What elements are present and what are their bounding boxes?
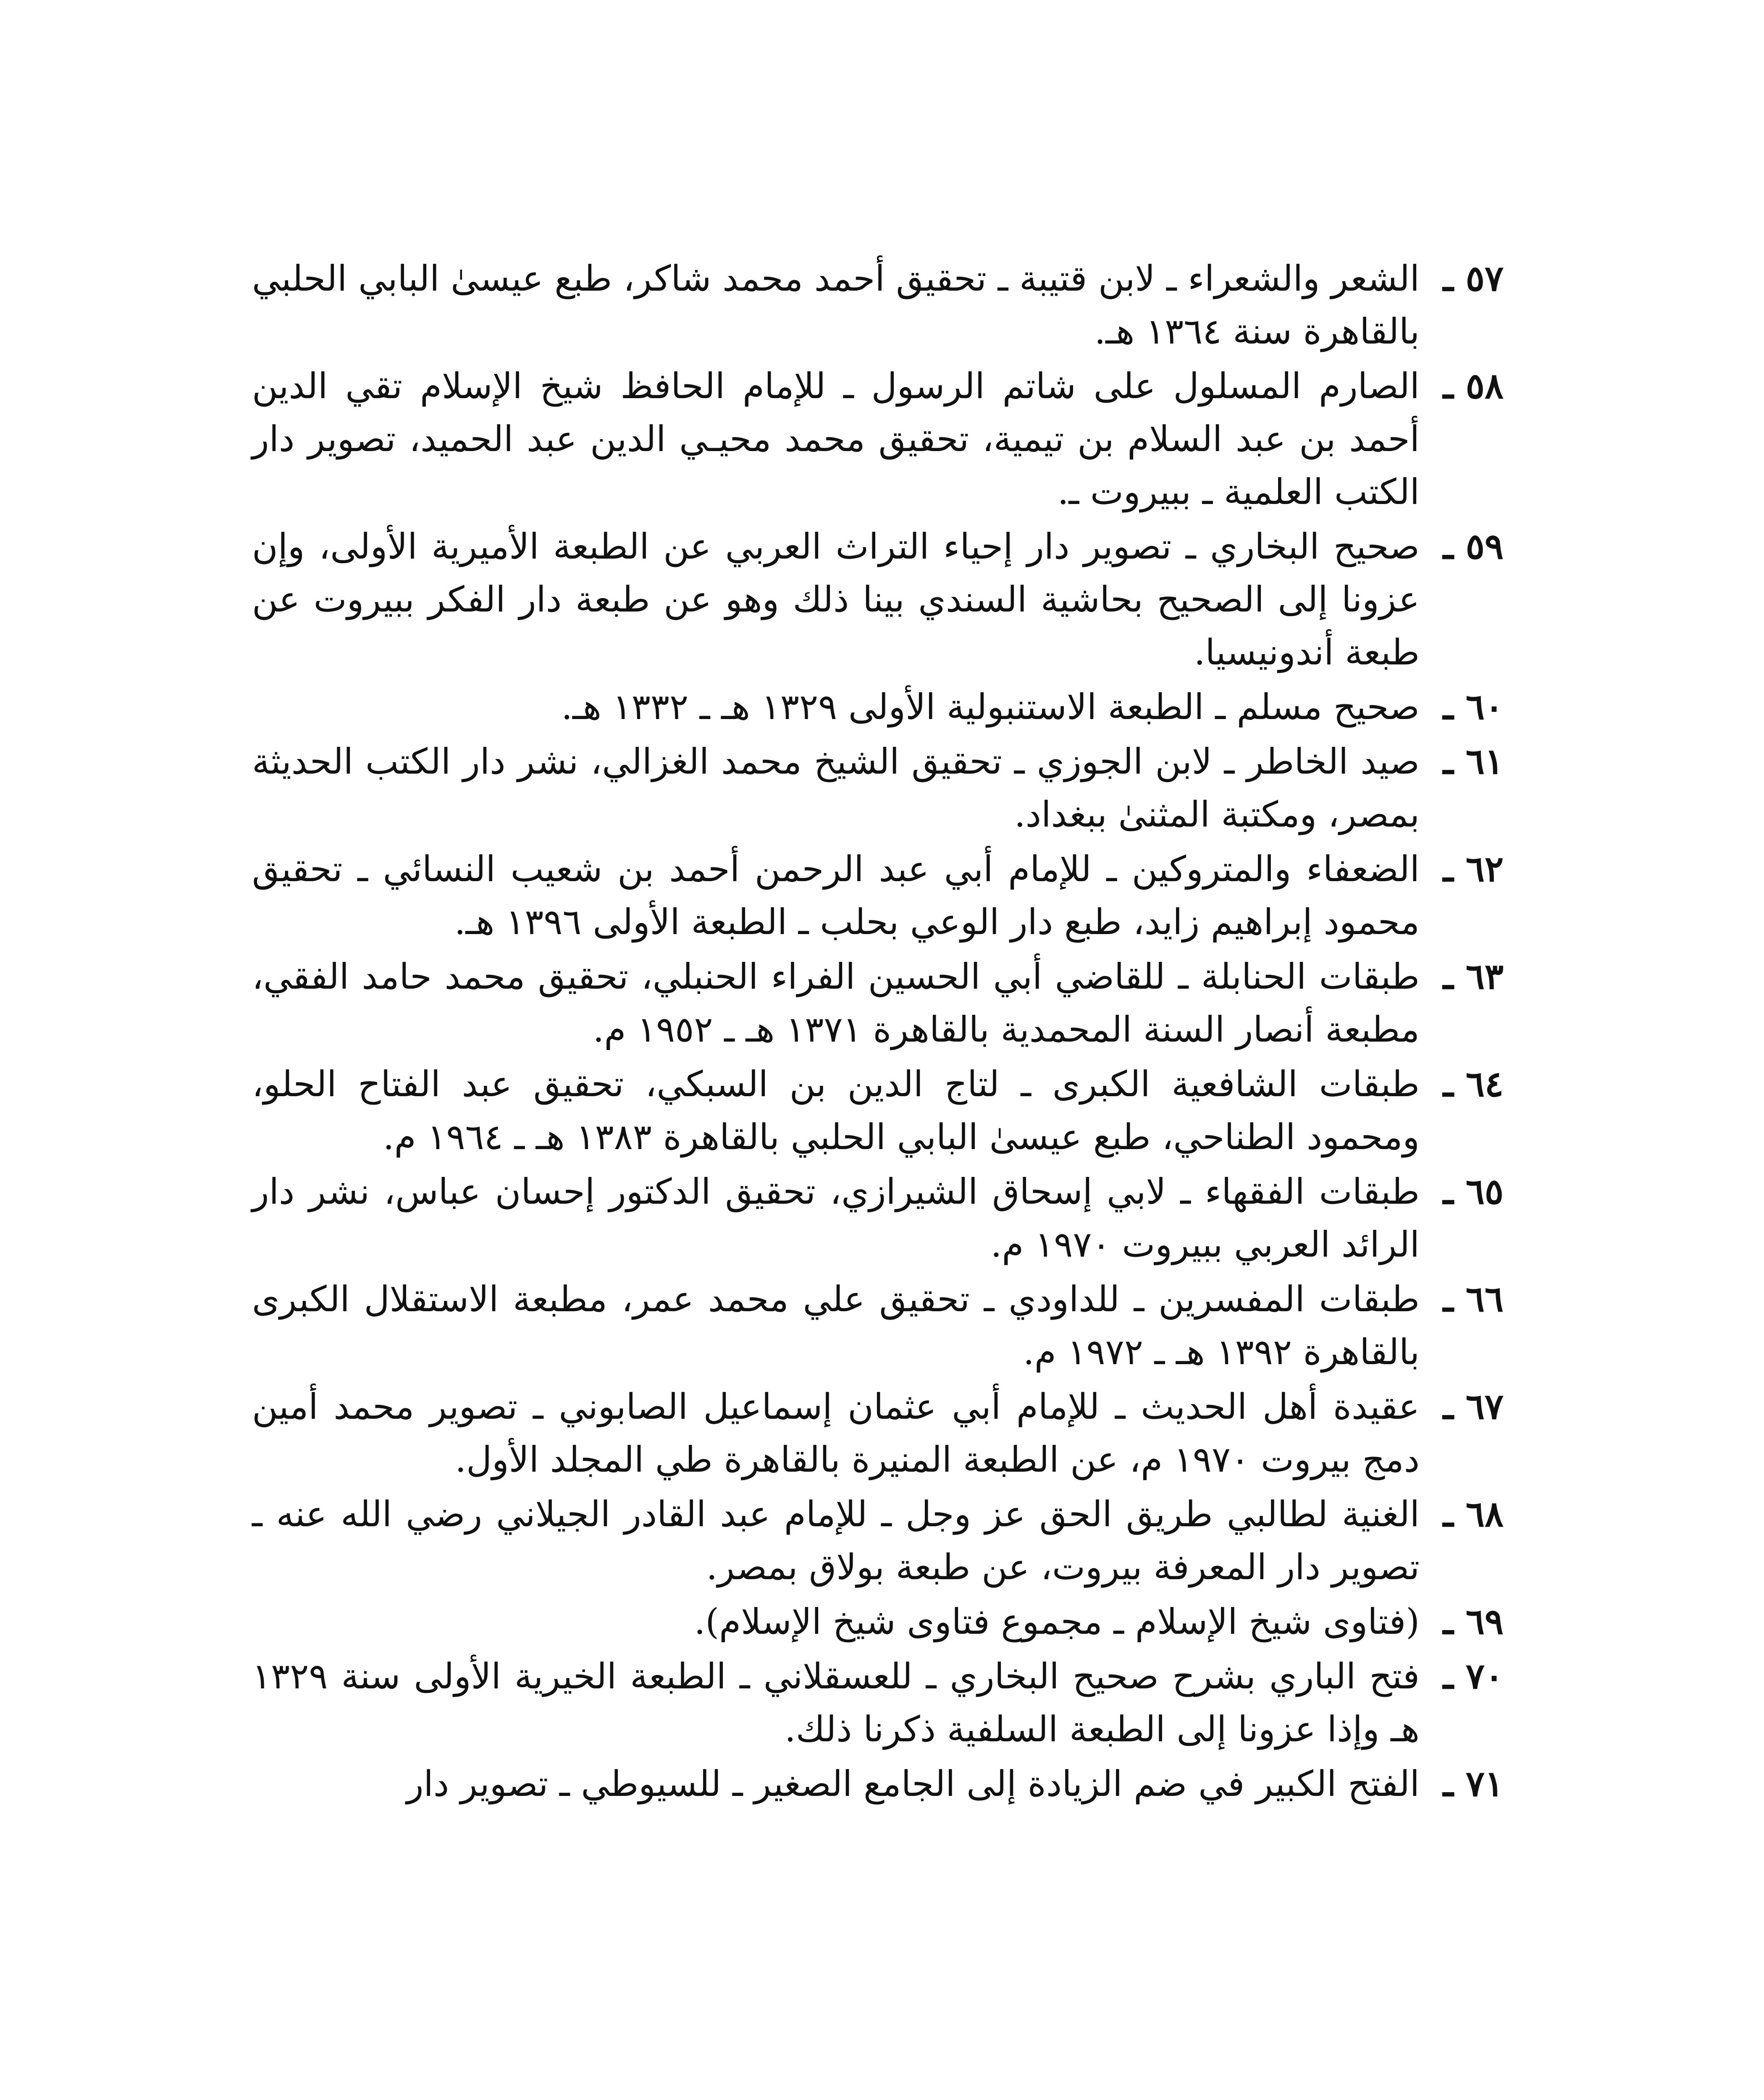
entry-number: ٦٩ ـ xyxy=(1443,1601,1504,1642)
entry-number: ٧١ ـ xyxy=(1443,1763,1504,1804)
entry-text: عقيدة أهل الحديث ـ للإمام أبي عثمان إسماعيل الصابوني ـ تصوير محمد أمين دمج بيروت ١٩٧٠ م، عن الطبعة المنيرة بالقاهرة طي المجلد الأول. xyxy=(252,1386,1420,1480)
bibliography-entry xyxy=(252,735,1504,841)
entry-number: ٦٨ ـ xyxy=(1443,1493,1504,1535)
bibliography-list xyxy=(252,252,1504,1812)
bibliography-entry xyxy=(252,1595,1504,1648)
entry-number: ٦٥ ـ xyxy=(1443,1171,1504,1212)
entry-text: فتح الباري بشرح صحيح البخاري ـ للعسقلاني ـ الطبعة الخيرية الأولى سنة ١٣٢٩ هـ وإذا عزونا إلى الطبعة السلفية ذكرنا ذلك. xyxy=(252,1656,1420,1750)
entry-text: طبقات الحنابلة ـ للقاضي أبي الحسين الفراء الحنبلي، تحقيق محمد حامد الفقي، مطبعة أنصار السنة المحمدية بالقاهرة ١٣٧١ هـ ـ ١٩٥٢ م. xyxy=(252,956,1420,1050)
bibliography-entry xyxy=(252,1650,1504,1756)
entry-text: الشعر والشعراء ـ لابن قتيبة ـ تحقيق أحمد محمد شاكر، طبع عيسىٰ البابي الحلبي بالقاهرة سنة ١٣٦٤ هـ. xyxy=(252,258,1420,352)
entry-text: طبقات الفقهاء ـ لابي إسحاق الشيرازي، تحقيق الدكتور إحسان عباس، نشر دار الرائد العربي ببيروت ١٩٧٠ م. xyxy=(252,1171,1420,1265)
bibliography-entry xyxy=(252,950,1504,1056)
entry-number: ٦٤ ـ xyxy=(1443,1063,1504,1105)
entry-text: صحيح البخاري ـ تصوير دار إحياء التراث العربي عن الطبعة الأميرية الأولى، وإن عزونا إلى الصحيح بحاشية السندي بينا ذلك وهو عن طبعة دار الفكر ببيروت عن طبعة أندونيسيا. xyxy=(252,526,1420,673)
bibliography-entry xyxy=(252,1165,1504,1271)
entry-number: ٦٦ ـ xyxy=(1443,1278,1504,1320)
bibliography-entry xyxy=(252,1757,1504,1810)
entry-text: (فتاوى شيخ الإسلام ـ مجموع فتاوى شيخ الإسلام). xyxy=(694,1601,1420,1642)
entry-text: الغنية لطالبي طريق الحق عز وجل ـ للإمام عبد القادر الجيلاني رضي الله عنه ـ تصوير دار المعرفة بيروت، عن طبعة بولاق بمصر. xyxy=(252,1494,1420,1588)
bibliography-entry xyxy=(252,1380,1504,1486)
bibliography-entry xyxy=(252,360,1504,518)
bibliography-entry xyxy=(252,843,1504,948)
entry-text: طبقات المفسرين ـ للداودي ـ تحقيق علي محمد عمر، مطبعة الاستقلال الكبرى بالقاهرة ١٣٩٢ هـ ـ ١٩٧٢ م. xyxy=(252,1278,1420,1373)
entry-number: ٦٣ ـ xyxy=(1443,956,1504,997)
bibliography-entry xyxy=(252,1058,1504,1163)
entry-text: الضعفاء والمتروكين ـ للإمام أبي عبد الرحمن أحمد بن شعيب النسائي ـ تحقيق محمود إبراهيم زايد، طبع دار الوعي بحلب ـ الطبعة الأولى ١٣٩٦ هـ. xyxy=(252,848,1420,942)
entry-number: ٦٧ ـ xyxy=(1443,1386,1504,1427)
entry-number: ٥٧ ـ xyxy=(1443,257,1504,299)
entry-number: ٦٠ ـ xyxy=(1443,686,1504,727)
entry-text: طبقات الشافعية الكبرى ـ لتاج الدين بن السبكي، تحقيق عبد الفتاح الحلو، ومحمود الطناحي، طبع عيسىٰ البابي الحلبي بالقاهرة ١٣٨٣ هـ ـ ١٩٦٤ م. xyxy=(252,1063,1420,1158)
entry-number: ٦٢ ـ xyxy=(1443,848,1504,890)
bibliography-entry xyxy=(252,252,1504,358)
bibliography-entry xyxy=(252,680,1504,733)
bibliography-entry xyxy=(252,1273,1504,1378)
entry-text: صيد الخاطر ـ لابن الجوزي ـ تحقيق الشيخ محمد الغزالي، نشر دار الكتب الحديثة بمصر، ومكتبة المثنىٰ ببغداد. xyxy=(252,741,1420,835)
entry-number: ٥٩ ـ xyxy=(1443,525,1504,567)
bibliography-entry xyxy=(252,520,1504,679)
bibliography-entry xyxy=(252,1488,1504,1593)
entry-number: ٧٠ ـ xyxy=(1443,1655,1504,1697)
entry-text: الصارم المسلول على شاتم الرسول ـ للإمام الحافظ شيخ الإسلام تقي الدين أحمد بن عبد السلام بن تيمية، تحقيق محمد محيـي الدين عبد الحميد، تصوير دار الكتب العلمية ـ ببيروت ـ. xyxy=(252,365,1420,512)
entry-number: ٦١ ـ xyxy=(1443,740,1504,782)
entry-number: ٥٨ ـ xyxy=(1443,365,1504,407)
entry-text: الفتح الكبير في ضم الزيادة إلى الجامع الصغير ـ للسيوطي ـ تصوير دار xyxy=(406,1763,1420,1804)
entry-text: صحيح مسلم ـ الطبعة الاستنبولية الأولى ١٣٢٩ هـ ـ ١٣٣٢ هـ. xyxy=(561,686,1420,727)
